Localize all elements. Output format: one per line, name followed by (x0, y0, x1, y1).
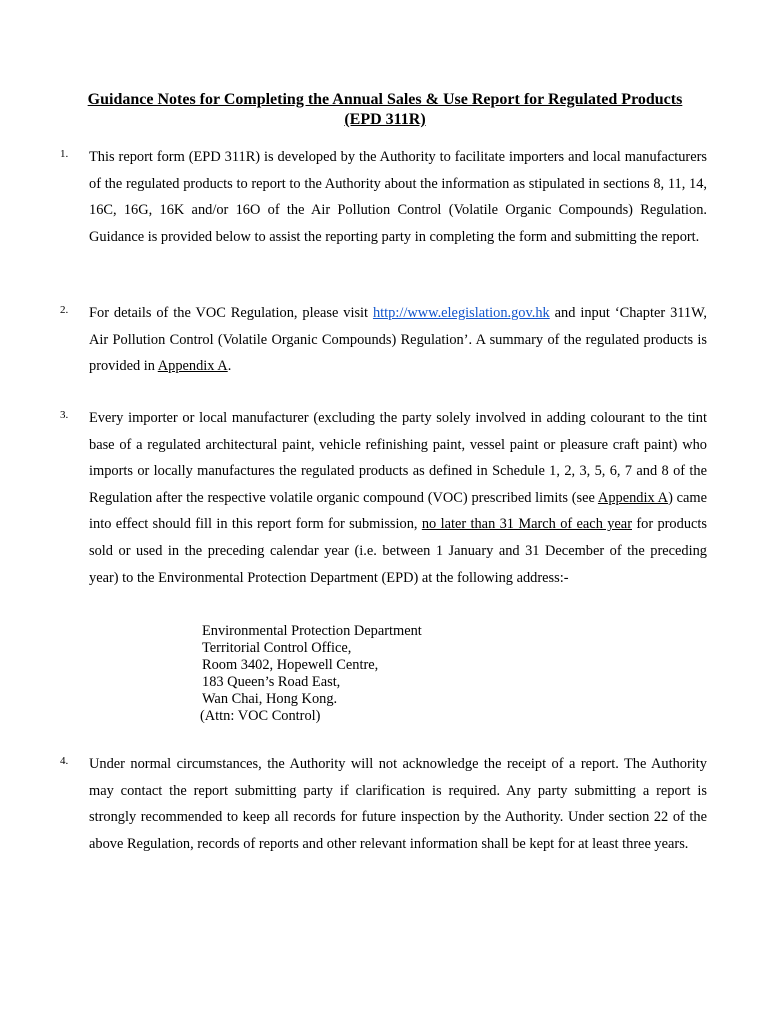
item-text-part: and input ‘Chapter 311W, Air Pollution Control (Volatile Organic Compounds) Regulation’. A summary of the regulated products is provided in (89, 305, 707, 375)
item-number: 2. (60, 304, 69, 316)
appendix-a-reference: Appendix A (157, 358, 228, 375)
address-line: 183 Queen’s Road East, (202, 673, 341, 690)
item-text: Under normal circumstances, the Authority will not acknowledge the receipt of a report. The Authority may contact the report submitting party if clarification is required. Any party submitting a report is strongly recommended to keep all records for future inspection by the Authority. Under section 22 of the above Regulation, records of reports and other relevant information shall be kept for at least three years. (89, 756, 707, 852)
address-line: Environmental Protection Department (202, 623, 422, 639)
mailing-address (202, 623, 422, 724)
item-text-part: ) came into effect should fill in this report form for submission, (89, 489, 707, 533)
address-line: Wan Chai, Hong Kong. (202, 690, 338, 707)
item-number: 4. (60, 755, 69, 767)
item-text: This report form (EPD 311R) is developed by the Authority to facilitate importers and local manufacturers of the regulated products to report to the Authority about the information as stipulated in sections 8, 11, 14, 16C, 16G, 16K and/or 16O of the Air Pollution Control (Volatile Organic Compounds) Regulation. Guidance is provided below to assist the reporting party in completing the form and submitting the report. (89, 149, 707, 245)
appendix-a-reference: Appendix A (597, 489, 669, 506)
item-text-part: for products sold or used in the preceding calendar year (i.e. between 1 January and 31 December of the preceding year) to the Environmental Protection Department (EPD) at the following address:- (89, 516, 708, 586)
item-text (89, 300, 707, 380)
item-number: 3. (60, 409, 69, 421)
elegislation-link[interactable]: http://www.elegislation.gov.hk (372, 305, 550, 321)
deadline-text: no later than 31 March of each year (421, 516, 632, 533)
address-line: Territorial Control Office, (202, 639, 352, 656)
page-title: Guidance Notes for Completing the Annual Sales & Use Report for Regulated Products (EPD 311R) (87, 91, 683, 128)
item-number: 1. (60, 148, 69, 160)
item-text-part: Every importer or local manufacturer (excluding the party solely involved in adding colourant to the tint base of a regulated architectural paint, vehicle refinishing paint, vessel paint or pleasure craft paint) who imports or locally manufactures the regulated products as defined in Schedule 1, 2, 3, 5, 6, 7 and 8 of the Regulation after the respective volatile organic compound (VOC) prescribed limits (see (89, 410, 707, 506)
address-line: Room 3402, Hopewell Centre, (202, 656, 379, 673)
address-line: (Attn: VOC Control) (200, 707, 321, 724)
item-text-part: . (227, 358, 232, 375)
item-text-part: For details of the VOC Regulation, please visit (89, 305, 373, 321)
item-text (89, 405, 707, 591)
